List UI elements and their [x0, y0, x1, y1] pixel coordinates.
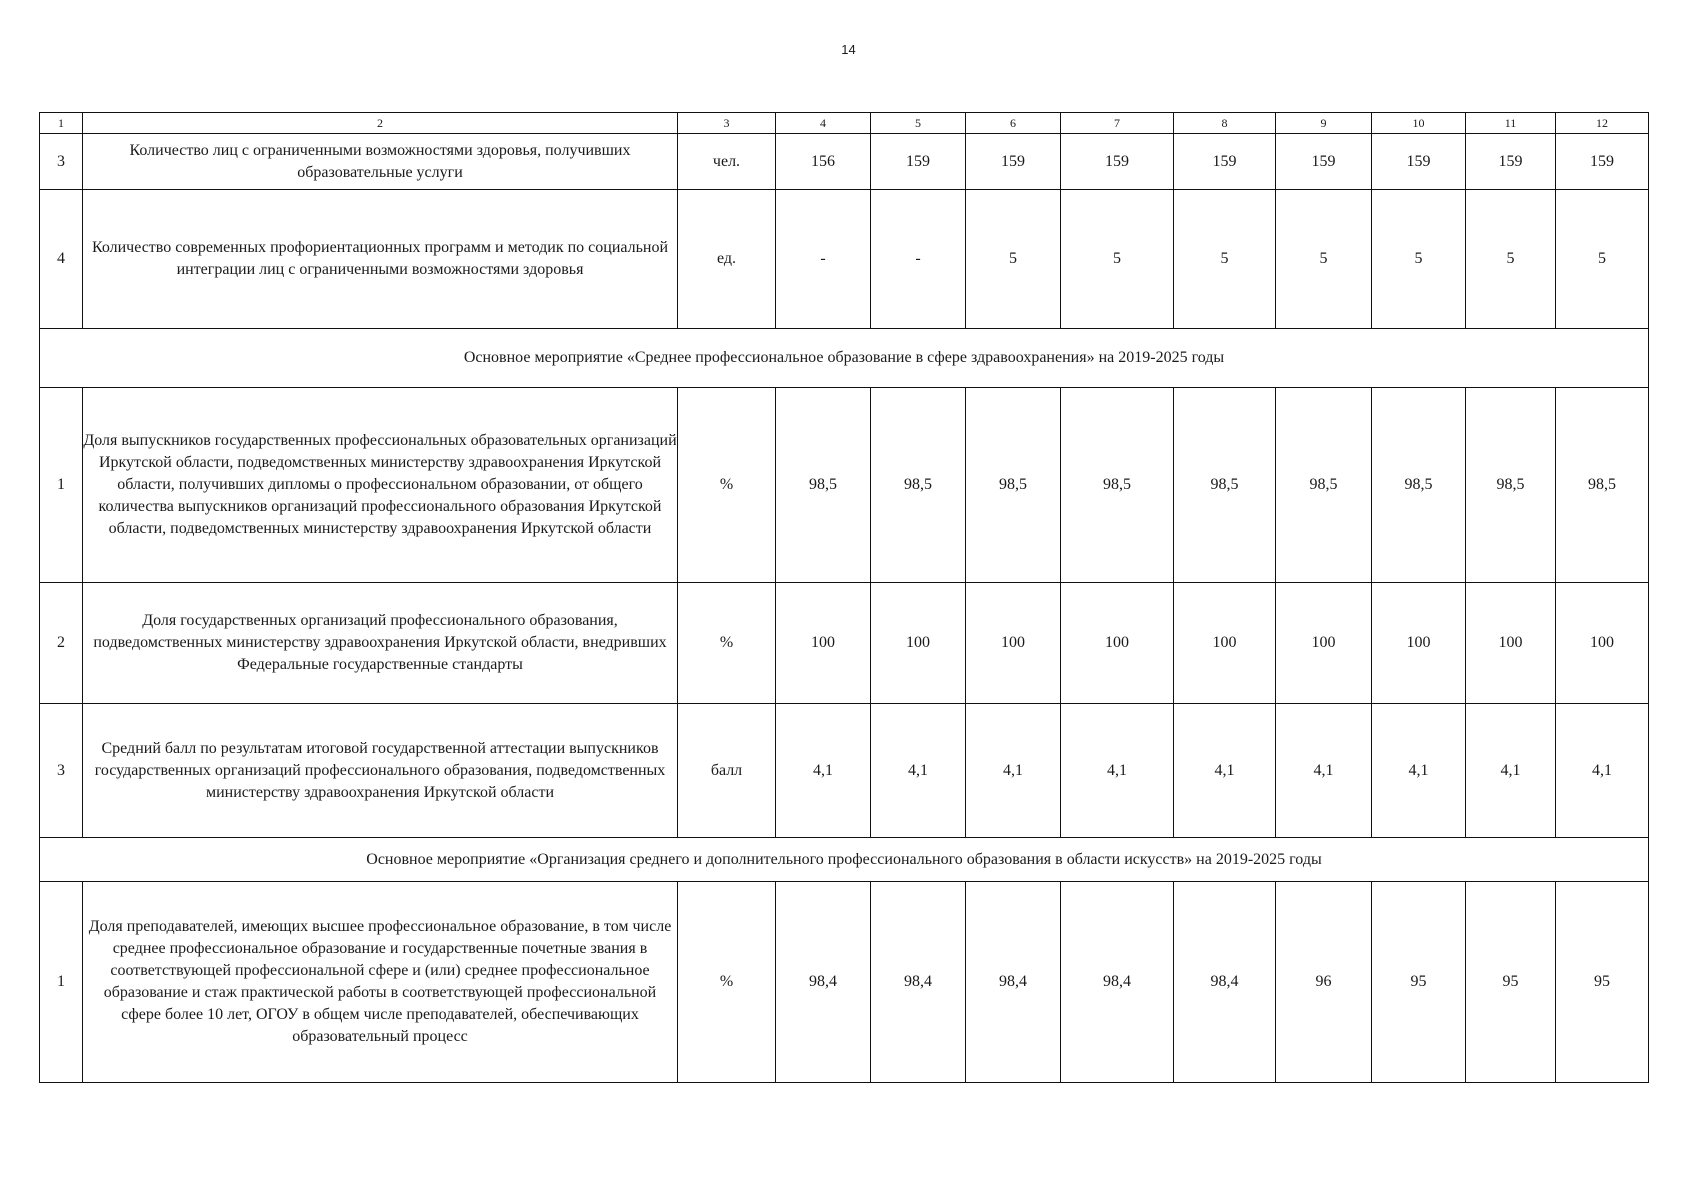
value-cell: 95 — [1466, 882, 1556, 1083]
value-cell: 5 — [1556, 190, 1649, 329]
column-number: 10 — [1372, 113, 1466, 134]
unit-cell: % — [678, 583, 776, 704]
indicator-description: Количество лиц с ограниченными возможностями здоровья, получивших образовательные услуги — [83, 134, 678, 190]
value-cell: 159 — [1466, 134, 1556, 190]
value-cell: 98,4 — [776, 882, 871, 1083]
column-number: 3 — [678, 113, 776, 134]
indicator-description: Доля выпускников государственных профессиональных образовательных организаций Иркутской области, подведомственных министерству здравоохранения Иркутской области, получивших дипломы о профессиональном образовании, от общего количества выпускников организаций профессионального образования Иркутской области, подведомственных министерству здравоохранения Иркутской области — [83, 388, 678, 583]
unit-cell: % — [678, 882, 776, 1083]
value-cell: 5 — [966, 190, 1061, 329]
value-cell: 100 — [871, 583, 966, 704]
value-cell: 98,5 — [1276, 388, 1372, 583]
value-cell: 4,1 — [1061, 704, 1174, 838]
value-cell: 159 — [1556, 134, 1649, 190]
value-cell: 159 — [871, 134, 966, 190]
value-cell: 4,1 — [966, 704, 1061, 838]
value-cell: 5 — [1276, 190, 1372, 329]
page-number: 14 — [841, 42, 856, 57]
value-cell: 5 — [1061, 190, 1174, 329]
unit-cell: ед. — [678, 190, 776, 329]
value-cell: 5 — [1174, 190, 1276, 329]
value-cell: 4,1 — [1174, 704, 1276, 838]
value-cell: 98,4 — [1174, 882, 1276, 1083]
section-title: Основное мероприятие «Среднее профессиональное образование в сфере здравоохранения» на 2019-2025 годы — [40, 329, 1649, 388]
value-cell: 100 — [966, 583, 1061, 704]
value-cell: 98,5 — [1372, 388, 1466, 583]
value-cell: 98,5 — [776, 388, 871, 583]
value-cell: 100 — [776, 583, 871, 704]
indicator-row — [40, 882, 1649, 1083]
value-cell: 98,4 — [871, 882, 966, 1083]
value-cell: 98,5 — [1556, 388, 1649, 583]
column-number: 12 — [1556, 113, 1649, 134]
value-cell: 4,1 — [776, 704, 871, 838]
column-number: 6 — [966, 113, 1061, 134]
value-cell: 5 — [1372, 190, 1466, 329]
value-cell: 159 — [1061, 134, 1174, 190]
unit-cell: чел. — [678, 134, 776, 190]
value-cell: 4,1 — [1372, 704, 1466, 838]
row-number: 4 — [40, 190, 83, 329]
value-cell: 4,1 — [1556, 704, 1649, 838]
value-cell: 156 — [776, 134, 871, 190]
value-cell: 159 — [1174, 134, 1276, 190]
value-cell: 5 — [1466, 190, 1556, 329]
unit-cell: % — [678, 388, 776, 583]
column-number: 4 — [776, 113, 871, 134]
section-row — [40, 838, 1649, 882]
value-cell: 98,5 — [966, 388, 1061, 583]
column-number: 11 — [1466, 113, 1556, 134]
value-cell: - — [871, 190, 966, 329]
column-number: 7 — [1061, 113, 1174, 134]
column-number-row — [40, 113, 1649, 134]
column-number: 2 — [83, 113, 678, 134]
value-cell: 95 — [1556, 882, 1649, 1083]
value-cell: 159 — [966, 134, 1061, 190]
value-cell: - — [776, 190, 871, 329]
value-cell: 95 — [1372, 882, 1466, 1083]
indicator-row — [40, 388, 1649, 583]
value-cell: 4,1 — [1466, 704, 1556, 838]
row-number: 1 — [40, 388, 83, 583]
column-number: 5 — [871, 113, 966, 134]
value-cell: 100 — [1276, 583, 1372, 704]
row-number: 2 — [40, 583, 83, 704]
value-cell: 100 — [1466, 583, 1556, 704]
value-cell: 98,5 — [1174, 388, 1276, 583]
indicator-description: Доля государственных организаций профессионального образования, подведомственных министерству здравоохранения Иркутской области, внедривших Федеральные государственные стандарты — [83, 583, 678, 704]
indicator-description: Количество современных профориентационных программ и методик по социальной интеграции лиц с ограниченными возможностями здоровья — [83, 190, 678, 329]
column-number: 9 — [1276, 113, 1372, 134]
value-cell: 98,5 — [871, 388, 966, 583]
indicator-row — [40, 134, 1649, 190]
value-cell: 159 — [1276, 134, 1372, 190]
row-number: 3 — [40, 704, 83, 838]
value-cell: 98,5 — [1466, 388, 1556, 583]
value-cell: 96 — [1276, 882, 1372, 1083]
value-cell: 100 — [1174, 583, 1276, 704]
section-row — [40, 329, 1649, 388]
value-cell: 4,1 — [1276, 704, 1372, 838]
row-number: 1 — [40, 882, 83, 1083]
indicator-row — [40, 583, 1649, 704]
indicators-table — [39, 112, 1649, 1083]
row-number: 3 — [40, 134, 83, 190]
column-number: 1 — [40, 113, 83, 134]
value-cell: 100 — [1372, 583, 1466, 704]
value-cell: 4,1 — [871, 704, 966, 838]
unit-cell: балл — [678, 704, 776, 838]
value-cell: 100 — [1061, 583, 1174, 704]
value-cell: 98,4 — [1061, 882, 1174, 1083]
indicator-row — [40, 190, 1649, 329]
value-cell: 159 — [1372, 134, 1466, 190]
column-number: 8 — [1174, 113, 1276, 134]
value-cell: 98,5 — [1061, 388, 1174, 583]
indicator-row — [40, 704, 1649, 838]
section-title: Основное мероприятие «Организация среднего и дополнительного профессионального образования в области искусств» на 2019-2025 годы — [40, 838, 1649, 882]
indicator-description: Доля преподавателей, имеющих высшее профессиональное образование, в том числе среднее профессиональное образование и государственные почетные звания в соответствующей профессиональной сфере и (или) среднее профессиональное образование и стаж практической работы в соответствующей профессиональной сфере более 10 лет, ОГОУ в общем числе преподавателей, обеспечивающих образовательный процесс — [83, 882, 678, 1083]
value-cell: 98,4 — [966, 882, 1061, 1083]
indicator-description: Средний балл по результатам итоговой государственной аттестации выпускников государственных организаций профессионального образования, подведомственных министерству здравоохранения Иркутской области — [83, 704, 678, 838]
value-cell: 100 — [1556, 583, 1649, 704]
